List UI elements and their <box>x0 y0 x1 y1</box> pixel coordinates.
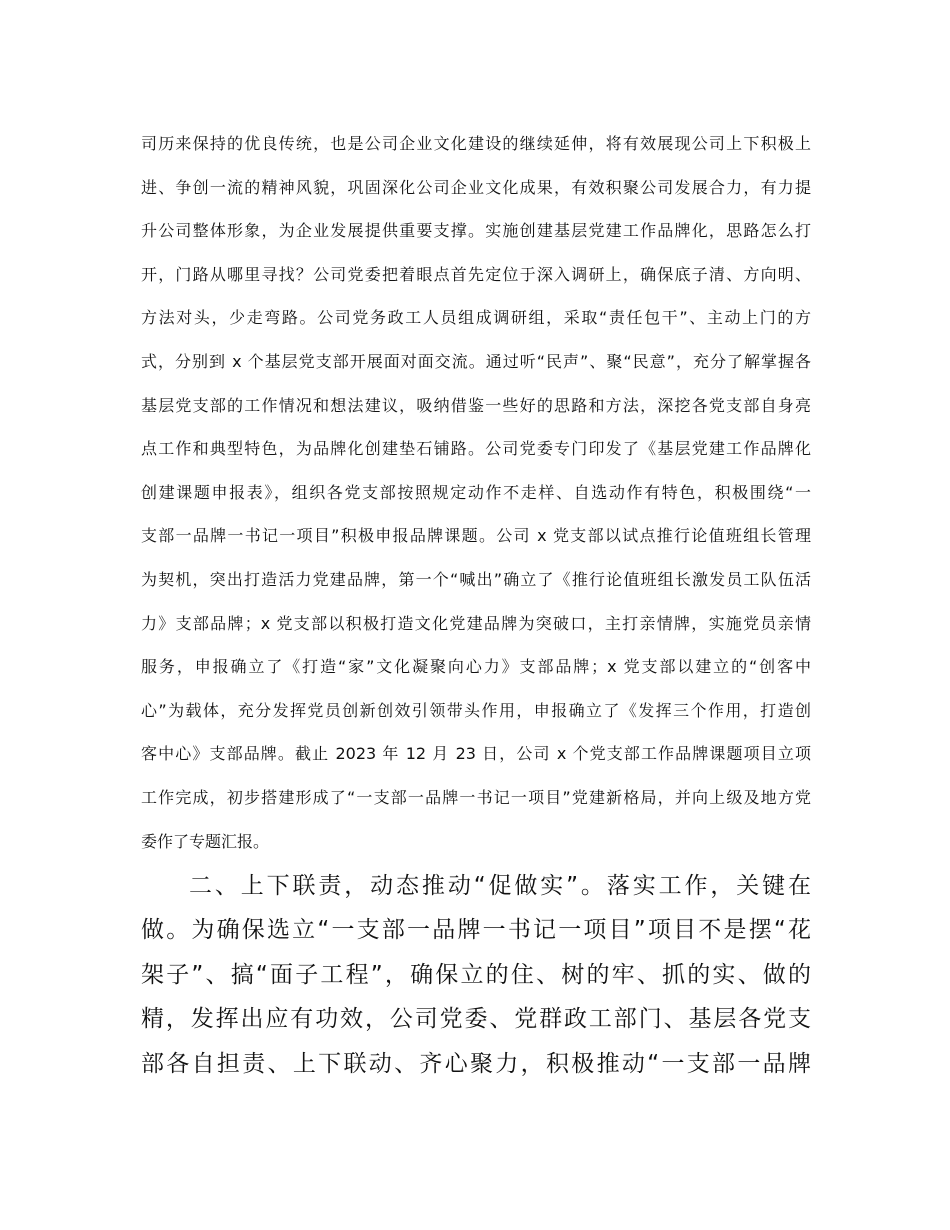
text-line: 式，分别到 x 个基层党支部开展面对面交流。通过听“民声”、聚“民意”，充分了解掌握各 <box>141 351 811 371</box>
heading-line: 做。为确保选立“一支部一品牌一书记一项目”项目不是摆“花 <box>141 917 811 944</box>
text-line: 方法对头，少走弯路。公司党务政工人员组成调研组，采取“责任包干”、主动上门的方 <box>141 308 811 328</box>
text-line: 工作完成，初步搭建形成了“一支部一品牌一书记一项目”党建新格局，并向上级及地方党 <box>141 787 811 807</box>
text-line: 点工作和典型特色，为品牌化创建垫石铺路。公司党委专门印发了《基层党建工作品牌化 <box>141 439 811 459</box>
heading-line: 二、上下联责，动态推动“促做实”。落实工作，关键在 <box>189 873 811 899</box>
text-line: 力》支部品牌；x 党支部以积极打造文化党建品牌为突破口，主打亲情牌，实施党员亲情 <box>141 613 811 633</box>
text-line: 委作了专题汇报。 <box>141 831 270 851</box>
text-line: 服务，申报确立了《打造“家”文化凝聚向心力》支部品牌；x 党支部以建立的“创客中 <box>141 657 811 677</box>
heading-line: 精，发挥出应有功效，公司党委、党群政工部门、基层各党支 <box>141 1006 811 1033</box>
text-line: 升公司整体形象，为企业发展提供重要支撑。实施创建基层党建工作品牌化，思路怎么打 <box>141 221 811 241</box>
text-line: 创建课题申报表》，组织各党支部按照规定动作不走样、自选动作有特色，积极围绕“一 <box>141 482 811 502</box>
text-line: 客中心》支部品牌。截止 2023 年 12 月 23 日，公司 x 个党支部工作品牌课题项目立项 <box>141 744 811 764</box>
text-line: 心”为载体，充分发挥党员创新创效引领带头作用，申报确立了《发挥三个作用，打造创 <box>141 700 811 720</box>
text-line: 司历来保持的优良传统，也是公司企业文化建设的继续延伸，将有效展现公司上下积极上 <box>141 134 811 153</box>
heading-line: 部各自担责、上下联动、齐心聚力，积极推动“一支部一品牌 <box>141 1050 811 1077</box>
text-line: 开，门路从哪里寻找？公司党委把着眼点首先定位于深入调研上，确保底子清、方向明、 <box>141 264 811 284</box>
heading-line: 架子”、搞“面子工程”，确保立的住、树的牢、抓的实、做的 <box>141 961 811 988</box>
text-line: 进、争创一流的精神风貌，巩固深化公司企业文化成果，有效积聚公司发展合力，有力提 <box>141 177 811 197</box>
text-line: 基层党支部的工作情况和想法建议，吸纳借鉴一些好的思路和方法，深挖各党支部自身亮 <box>141 395 811 415</box>
text-line: 为契机，突出打造活力党建品牌，第一个“喊出”确立了《推行论值班组长激发员工队伍活 <box>141 569 811 589</box>
section-heading-paragraph <box>141 864 811 1086</box>
body-paragraph <box>141 122 811 863</box>
text-line: 支部一品牌一书记一项目”积极申报品牌课题。公司 x 党支部以试点推行论值班组长管理 <box>141 526 811 546</box>
